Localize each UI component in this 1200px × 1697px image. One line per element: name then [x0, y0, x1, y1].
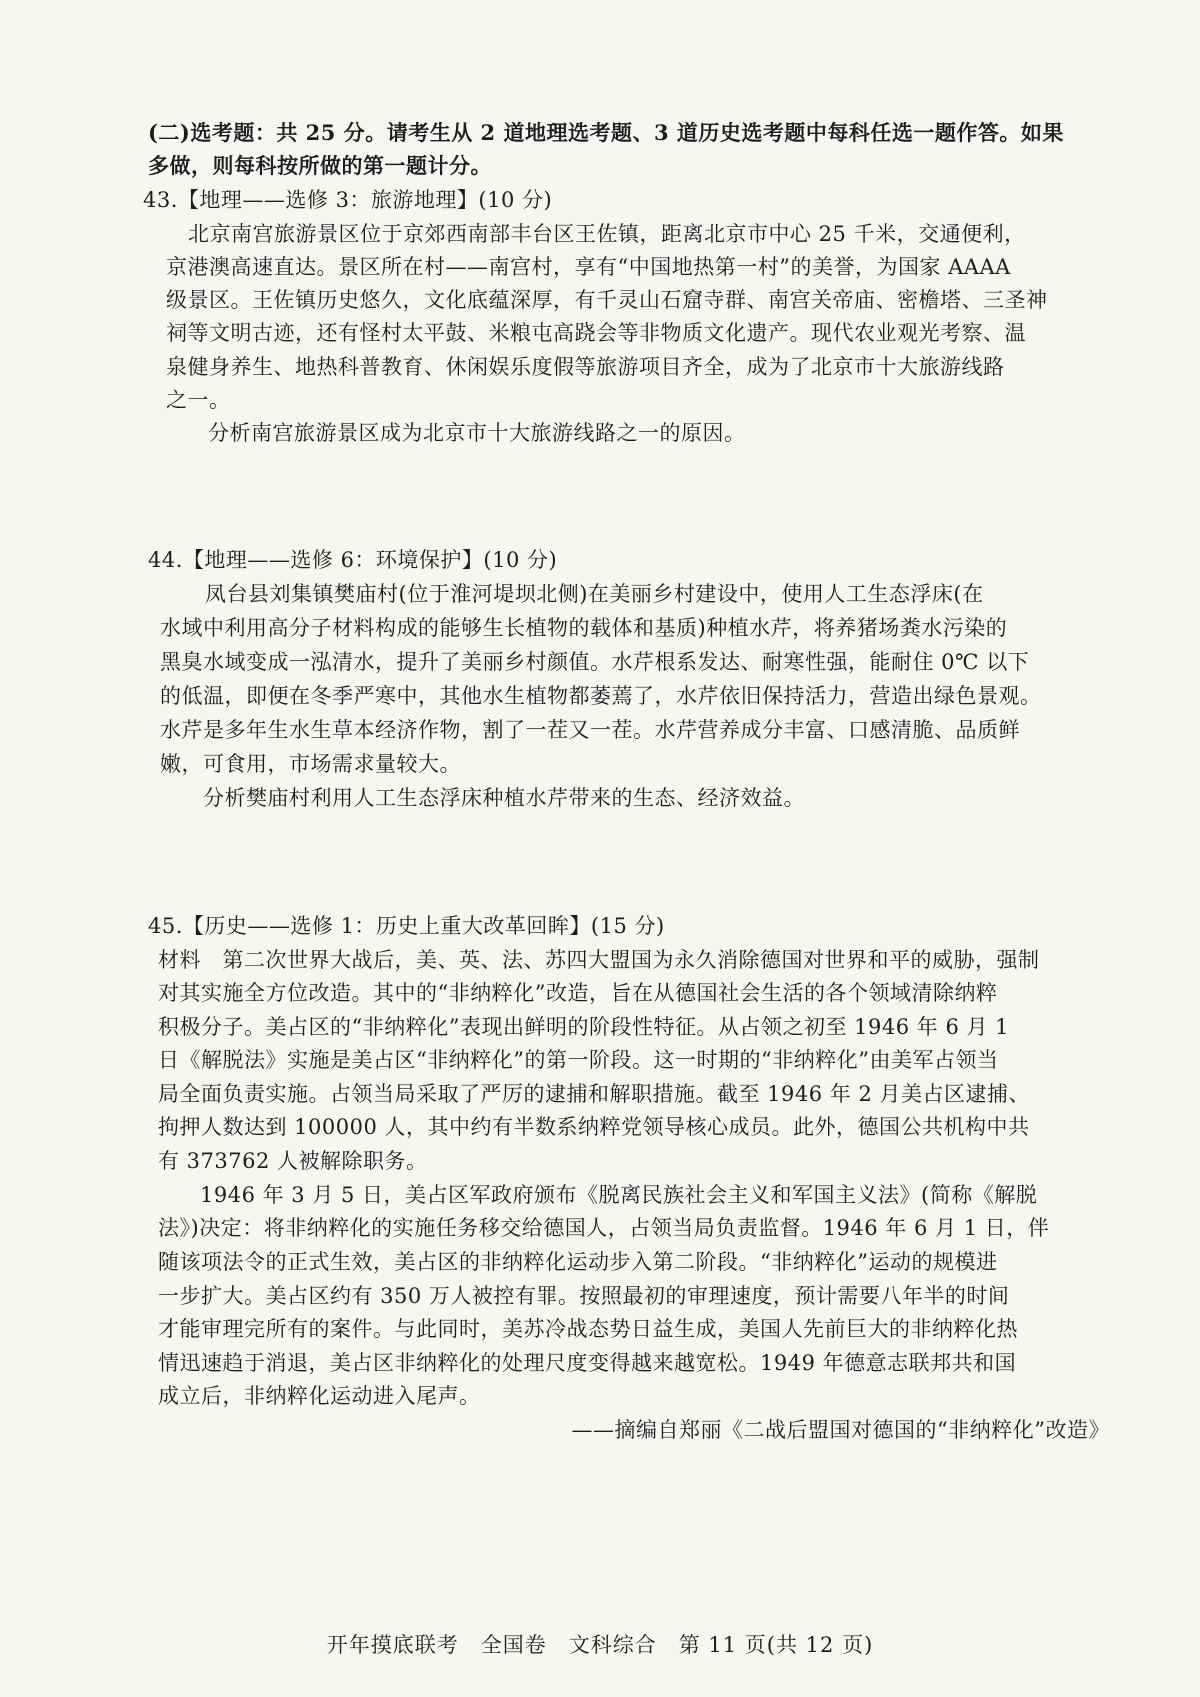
q45-material-line: 日《解脱法》实施是美占区“非纳粹化”的第一阶段。这一时期的“非纳粹化”由美军占领当	[158, 1048, 999, 1072]
q44-paragraph-line: 水芹是多年生水生草本经济作物，割了一茬又一茬。水芹营养成分丰富、口感清脆、品质鲜	[160, 718, 1020, 742]
q43-paragraph-line: 级景区。王佐镇历史悠久，文化底蕴深厚，有千灵山石窟寺群、南宫关帝庙、密檐塔、三圣神	[166, 288, 1048, 312]
q44-paragraph-line: 水域中利用高分子材料构成的能够生长植物的载体和基质)种植水芹，将养猪场粪水污染的	[160, 616, 1008, 640]
q44-answer-space	[150, 820, 1120, 900]
q43-paragraph-line: 泉健身养生、地热科普教育、休闲娱乐度假等旅游项目齐全，成为了北京市十大旅游线路	[166, 355, 1005, 379]
q43-paragraph-line: 之一。	[166, 388, 231, 412]
q45-material-line: 一步扩大。美占区约有 350 万人被控有罪。按照最初的审理速度，预计需要八年半的时间	[158, 1284, 1010, 1308]
q44-question: 分析樊庙村利用人工生态浮床种植水芹带来的生态、经济效益。	[203, 786, 805, 810]
q43-title: 43.【地理——选修 3：旅游地理】(10 分)	[143, 188, 553, 212]
q45-material-line: 法》)决定：将非纳粹化的实施任务移交给德国人，占领当局负责监督。1946 年 6 月 1 日，伴	[158, 1216, 1050, 1240]
q45-material-line: 随该项法令的正式生效，美占区的非纳粹化运动步入第二阶段。“非纳粹化”运动的规模进	[158, 1250, 998, 1274]
q45-source-citation: ——摘编自郑丽《二战后盟国对德国的“非纳粹化”改造》	[571, 1418, 1110, 1442]
q45-material-line: 有 373762 人被解除职务。	[158, 1149, 428, 1173]
q45-material-line: 对其实施全方位改造。其中的“非纳粹化”改造，旨在从德国社会生活的各个领域清除纳粹	[158, 981, 998, 1005]
q45-material-line: 局全面负责实施。占领当局采取了严厉的逮捕和解职措施。截至 1946 年 2 月美占区逮捕、	[158, 1082, 1031, 1106]
q43-paragraph-line: 京港澳高速直达。景区所在村——南宫村，享有“中国地热第一村”的美誉，为国家 AAAA	[166, 255, 1011, 279]
q44-paragraph-line: 嫩，可食用，市场需求量较大。	[160, 752, 461, 776]
q43-paragraph-line: 北京南宫旅游景区位于京郊西南部丰台区王佐镇，距离北京市中心 25 千米，交通便利，	[188, 222, 1026, 246]
q43-answer-space	[150, 455, 1120, 535]
q45-material-line: 拘押人数达到 100000 人，其中约有半数系纳粹党领导核心成员。此外，德国公共机构中共	[158, 1115, 1030, 1139]
q45-material-line: 积极分子。美占区的“非纳粹化”表现出鲜明的阶段性特征。从占领之初至 1946 年 6 月 1	[158, 1015, 1010, 1039]
q45-material-line: 才能审理完所有的案件。与此同时，美苏冷战态势日益生成，美国人先前巨大的非纳粹化热	[158, 1317, 1018, 1341]
q45-material-line: 成立后，非纳粹化运动进入尾声。	[158, 1384, 481, 1408]
q45-title: 45.【历史——选修 1：历史上重大改革回眸】(15 分)	[148, 914, 665, 938]
q44-paragraph-line: 的低温，即便在冬季严寒中，其他水生植物都萎蔫了，水芹依旧保持活力，营造出绿色景观。	[160, 684, 1042, 708]
q45-material-line: 1946 年 3 月 5 日，美占区军政府颁布《脱离民族社会主义和军国主义法》(简称《解脱	[200, 1183, 1038, 1207]
q43-question: 分析南宫旅游景区成为北京市十大旅游线路之一的原因。	[208, 421, 746, 445]
q45-material-line: 材料 第二次世界大战后，美、英、法、苏四大盟国为永久消除德国对世界和平的威胁，强制	[158, 948, 1040, 972]
q45-material-line: 情迅速趋于消退，美占区非纳粹化的处理尺度变得越来越宽松。1949 年德意志联邦共和国	[158, 1351, 1017, 1375]
q43-paragraph-line: 祠等文明古迹，还有怪村太平鼓、米粮屯高跷会等非物质文化遗产。现代农业观光考察、温	[166, 321, 1026, 345]
section-instruction-line-2: 多做，则每科按所做的第一题计分。	[148, 153, 492, 178]
q44-paragraph-line: 黑臭水域变成一泓清水，提升了美丽乡村颜值。水芹根系发达、耐寒性强，能耐住 0℃ 以下	[160, 650, 1030, 674]
q44-title: 44.【地理——选修 6：环境保护】(10 分)	[148, 548, 558, 572]
page-footer: 开年摸底联考 全国卷 文科综合 第 11 页(共 12 页)	[326, 1633, 874, 1657]
q44-paragraph-line: 凤台县刘集镇樊庙村(位于淮河堤坝北侧)在美丽乡村建设中，使用人工生态浮床(在	[205, 582, 984, 606]
section-instruction-line-1: (二)选考题：共 25 分。请考生从 2 道地理选考题、3 道历史选考题中每科任选一题作答。如果	[148, 120, 1064, 145]
